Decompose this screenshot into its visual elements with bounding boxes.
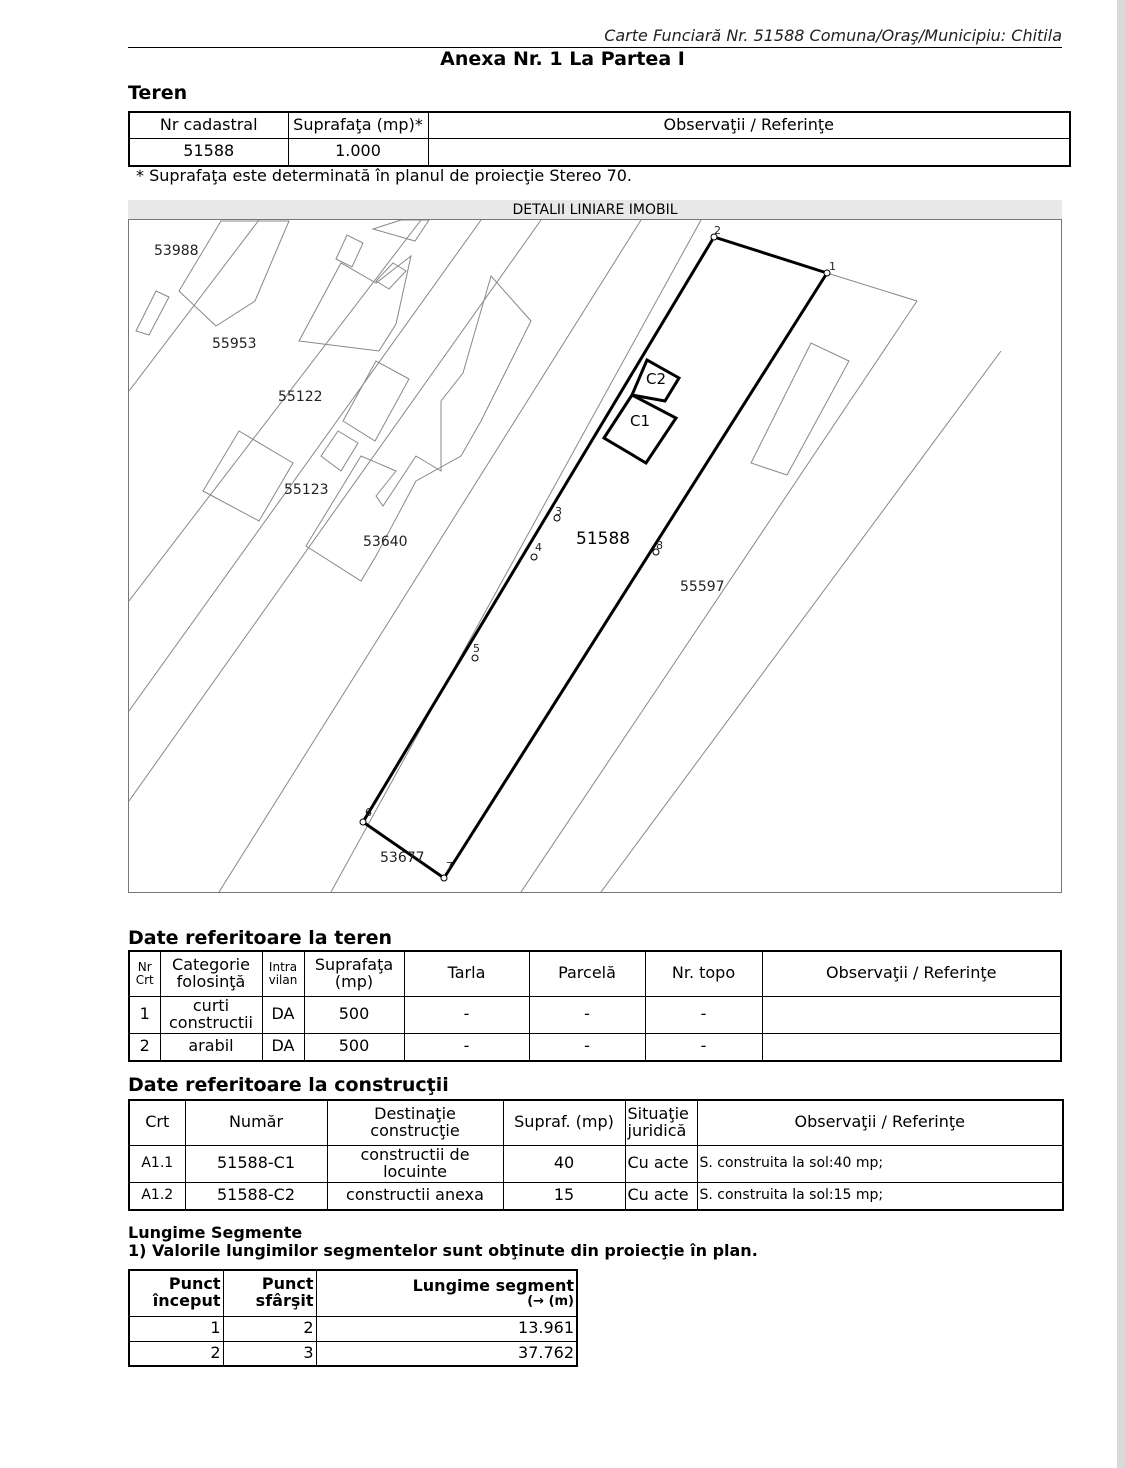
table-cell: 2 xyxy=(129,1033,160,1061)
table-row xyxy=(129,138,1070,166)
date-constructii-heading: Date referitoare la construcţii xyxy=(128,1074,449,1096)
table-cell: 500 xyxy=(304,996,404,1033)
table-cell: - xyxy=(645,996,762,1033)
anexa-title: Anexa Nr. 1 La Partea I xyxy=(440,48,685,70)
point-label: 8 xyxy=(656,539,663,552)
point-label: 1 xyxy=(829,260,836,273)
table-cell: constructii anexa xyxy=(327,1182,503,1210)
col-header: Observaţii / Referinţe xyxy=(697,1100,1063,1145)
table-row xyxy=(129,1033,1061,1061)
table-row xyxy=(129,1182,1063,1210)
col-header: Număr xyxy=(185,1100,327,1145)
map-drawing xyxy=(129,220,1061,892)
date-teren-table xyxy=(128,950,1062,1062)
lungime-title: Lungime Segmente xyxy=(128,1223,303,1242)
teren-heading: Teren xyxy=(128,82,188,104)
table-cell: 51588 xyxy=(129,138,288,166)
map-title: DETALII LINIARE IMOBIL xyxy=(128,200,1062,219)
point-label: 3 xyxy=(555,505,562,518)
table-cell: 37.762 xyxy=(316,1341,577,1366)
table-cell: 13.961 xyxy=(316,1316,577,1341)
lungime-table xyxy=(128,1269,578,1367)
lungime-segmente-heading xyxy=(128,1224,758,1260)
col-header xyxy=(316,1270,577,1316)
point-label: 4 xyxy=(535,541,542,554)
table-cell: S. construita la sol:40 mp; xyxy=(697,1145,1063,1182)
table-cell: - xyxy=(529,1033,645,1061)
building-label-c1: C1 xyxy=(630,412,651,430)
parcel-label: 53988 xyxy=(154,243,199,259)
table-header-row xyxy=(129,1270,577,1316)
table-row xyxy=(129,1341,577,1366)
teren-table xyxy=(128,111,1071,167)
table-cell: - xyxy=(404,1033,529,1061)
table-cell: A1.2 xyxy=(129,1182,185,1210)
table-header-row xyxy=(129,112,1070,138)
parcel-label: 53677 xyxy=(380,850,425,866)
table-cell: 51588-C2 xyxy=(185,1182,327,1210)
table-cell: DA xyxy=(262,996,304,1033)
point-label: 2 xyxy=(714,224,721,237)
table-cell: 51588-C1 xyxy=(185,1145,327,1182)
surface-footnote: * Suprafaţa este determinată în planul de proiecţie Stereo 70. xyxy=(136,166,633,185)
col-header: Situaţie juridică xyxy=(625,1100,697,1145)
col-header: Suprafaţa (mp)* xyxy=(288,112,428,138)
col-header: Supraf. (mp) xyxy=(503,1100,625,1145)
table-cell: 1 xyxy=(129,1316,223,1341)
table-row xyxy=(129,1145,1063,1182)
col-header: Suprafaţa (mp) xyxy=(304,951,404,996)
col-header-unit: (→ (m) xyxy=(527,1293,574,1309)
lungime-note: 1) Valorile lungimilor segmentelor sunt obţinute din proiecţie în plan. xyxy=(128,1241,758,1260)
point-label: 5 xyxy=(473,642,480,655)
table-row xyxy=(129,996,1061,1033)
col-header: Destinaţie construcţie xyxy=(327,1100,503,1145)
parcel-label: 55953 xyxy=(212,336,257,352)
col-header: Observaţii / Referinţe xyxy=(762,951,1061,996)
parcel-label: 55123 xyxy=(284,482,329,498)
page-edge xyxy=(1117,0,1125,1468)
building-label-c2: C2 xyxy=(646,370,667,388)
parcel-label-main: 51588 xyxy=(576,529,631,549)
table-cell xyxy=(762,1033,1061,1061)
parcel-label: 55597 xyxy=(680,579,725,595)
col-header: Punct început xyxy=(129,1270,223,1316)
table-cell: Cu acte xyxy=(625,1145,697,1182)
point-label: 6 xyxy=(365,806,372,819)
col-header: Categorie folosinţă xyxy=(160,951,262,996)
point-label: 7 xyxy=(446,860,453,873)
parcel-label: 53640 xyxy=(363,534,408,550)
col-header: Nr cadastral xyxy=(129,112,288,138)
table-cell: A1.1 xyxy=(129,1145,185,1182)
col-header-label: Lungime segment xyxy=(412,1276,574,1296)
table-cell: 1 xyxy=(129,996,160,1033)
parcel-label: 55122 xyxy=(278,389,323,405)
table-cell xyxy=(762,996,1061,1033)
table-header-row xyxy=(129,1100,1063,1145)
table-cell: 2 xyxy=(129,1341,223,1366)
col-header: Crt xyxy=(129,1100,185,1145)
col-header: Observaţii / Referinţe xyxy=(428,112,1070,138)
table-header-row xyxy=(129,951,1061,996)
table-cell: arabil xyxy=(160,1033,262,1061)
table-row xyxy=(129,1316,577,1341)
date-teren-heading: Date referitoare la teren xyxy=(128,927,392,949)
table-cell: constructii de locuinte xyxy=(327,1145,503,1182)
table-cell: - xyxy=(404,996,529,1033)
table-cell: DA xyxy=(262,1033,304,1061)
col-header: Punct sfârşit xyxy=(223,1270,316,1316)
date-constructii-table xyxy=(128,1099,1064,1211)
table-cell: - xyxy=(645,1033,762,1061)
table-cell: 1.000 xyxy=(288,138,428,166)
table-cell xyxy=(428,138,1070,166)
col-header: Intra vilan xyxy=(262,951,304,996)
table-cell: 15 xyxy=(503,1182,625,1210)
table-cell: 3 xyxy=(223,1341,316,1366)
table-cell: curti constructii xyxy=(160,996,262,1033)
col-header: Nr Crt xyxy=(129,951,160,996)
table-cell: Cu acte xyxy=(625,1182,697,1210)
col-header: Parcelă xyxy=(529,951,645,996)
table-cell: 40 xyxy=(503,1145,625,1182)
col-header: Nr. topo xyxy=(645,951,762,996)
cadastral-map xyxy=(128,219,1062,893)
table-cell: S. construita la sol:15 mp; xyxy=(697,1182,1063,1210)
table-cell: 2 xyxy=(223,1316,316,1341)
page-header xyxy=(128,25,1062,48)
carte-funciara-header: Carte Funciară Nr. 51588 Comuna/Oraş/Municipiu: Chitila xyxy=(604,26,1062,45)
table-cell: 500 xyxy=(304,1033,404,1061)
table-cell: - xyxy=(529,996,645,1033)
col-header: Tarla xyxy=(404,951,529,996)
